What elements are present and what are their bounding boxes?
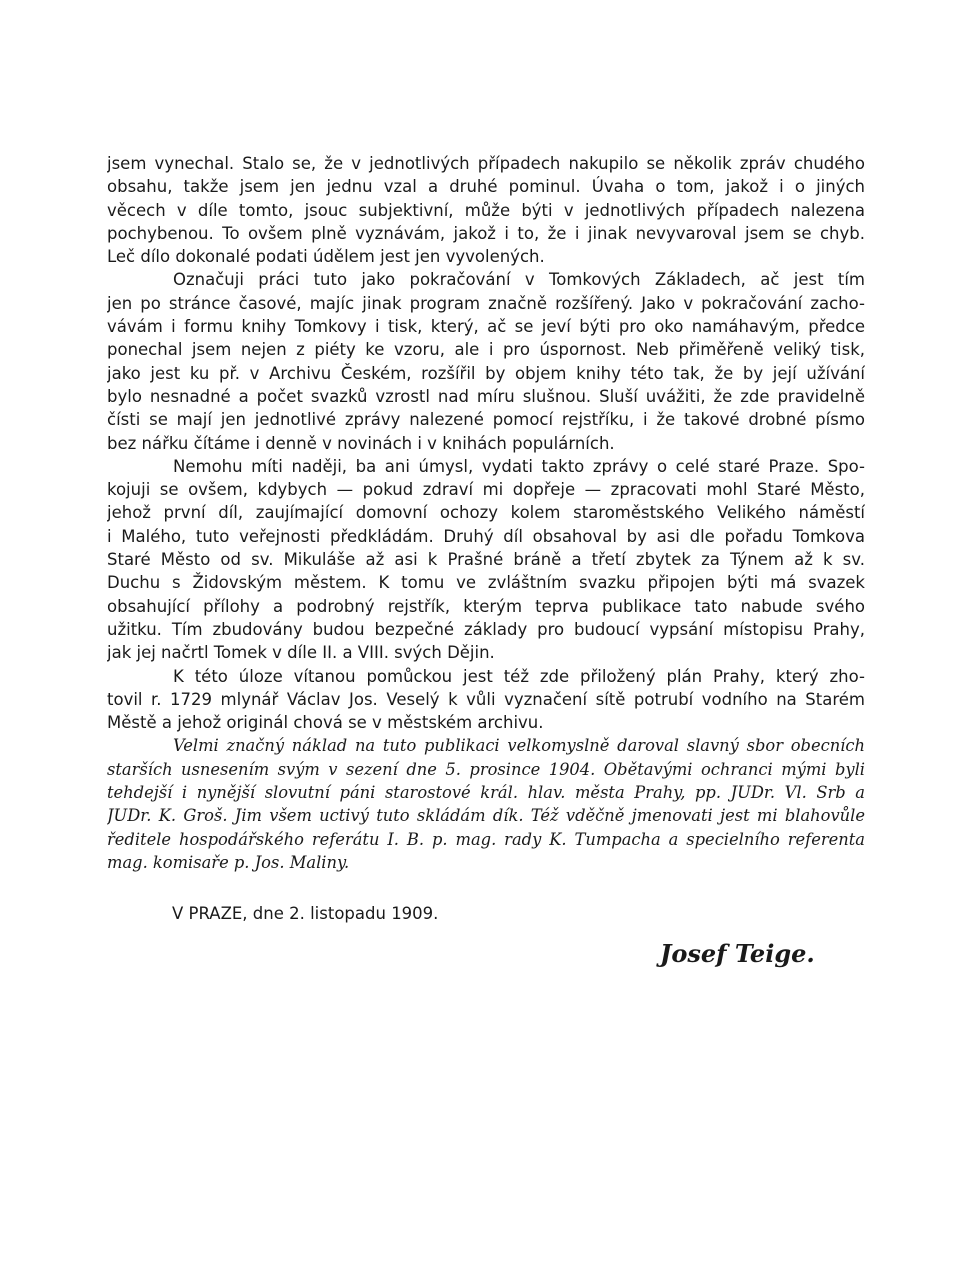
text-line: Označuji práci tuto jako pokračování v Tomkových Základech, ač jest tím xyxy=(173,270,865,290)
text-line: starších usnesením svým v sezení dne 5. prosince 1904. Obětavými ochranci mými byli xyxy=(107,759,865,779)
text-line: jako jest ku př. v Archivu Českém, rozšířil by objem knihy této tak, že by její užívání xyxy=(107,363,865,383)
body-text xyxy=(107,152,865,874)
text-line: jsem vynechal. Stalo se, že v jednotlivých případech nakupilo se několik zpráv chudého xyxy=(107,154,865,173)
text-line: obsahující přílohy a podrobný rejstřík, kterým teprva publikace tato nabude svého xyxy=(107,596,865,616)
text-line: bylo nesnadné a počet svazků vzrostl nad míru slušnou. Sluší uvážiti, že zde pravidelně xyxy=(107,386,865,406)
text-line: ponechal jsem nejen z piéty ke vzoru, ale i pro úspornost. Neb přiměřeně veliký tisk, xyxy=(107,340,865,360)
text-line: kojuji se ovšem, kdybych — pokud zdraví mi dopřeje — zpracovati mohl Staré Město, xyxy=(107,480,865,500)
text-line: Staré Město od sv. Mikuláše až asi k Prašné bráně a třetí zbytek za Týnem až k sv. xyxy=(107,550,865,570)
text-line: Nemohu míti naději, ba ani úmysl, vydati takto zprávy o celé staré Praze. Spo- xyxy=(173,456,865,476)
place-date: V PRAZE, dne 2. listopadu 1909. xyxy=(172,904,439,923)
text-line: tehdejší i nynější slovutní páni starostové král. hlav. města Prahy, pp. JUDr. Vl. Srb a xyxy=(107,783,865,803)
text-line: mag. komisaře p. Jos. Maliny. xyxy=(107,852,350,872)
text-line: věcech v díle tomto, jsouc subjektivní, může býti v jednotlivých případech nalezena xyxy=(107,200,865,220)
acknowledgement-paragraph xyxy=(107,734,865,874)
text-line: obsahu, takže jsem jen jednu vzal a druhé pominul. Úvaha o tom, jakož i o jiných xyxy=(107,177,865,197)
text-line: bez nářku čítáme i denně v novinách i v knihách populárních. xyxy=(107,433,615,453)
paragraph xyxy=(107,665,865,735)
text-line: ředitele hospodářského referátu I. B. p. mag. rady K. Tumpacha a specielního referenta xyxy=(107,829,865,849)
text-line: Duchu s Židovským městem. K tomu ve zvláštním svazku připojen býti má svazek xyxy=(107,573,865,593)
text-line: i Malého, tuto veřejnosti předkládám. Druhý díl obsahoval by asi dle pořadu Tomkova xyxy=(107,526,865,546)
text-line: K této úloze vítanou pomůckou jest též zde přiložený plán Prahy, který zho- xyxy=(173,666,865,686)
text-line: vávám i formu knihy Tomkovy i tisk, který, ač se jeví býti pro oko namáhavým, předce xyxy=(107,317,865,337)
author-signature: Josef Teige. xyxy=(660,939,815,968)
text-line: pochybenou. To ovšem plně vyznávám, jakož i to, že i jinak nevyvaroval jsem se chyb. xyxy=(107,223,865,243)
text-line: čísti se mají jen jednotlivé zprávy nalezené pomocí rejstříku, i že takové drobné písmo xyxy=(107,410,865,430)
paragraph xyxy=(107,152,865,268)
text-line: Leč dílo dokonalé podati údělem jest jen vyvolených. xyxy=(107,247,545,267)
text-line: tovil r. 1729 mlynář Václav Jos. Veselý k vůli vyznačení sítě potrubí vodního na Starém xyxy=(107,689,865,709)
text-line: JUDr. K. Groš. Jim všem uctivý tuto skládám dík. Též vděčně jmenovati jest mi blahovůle xyxy=(107,806,865,826)
text-line: jak jej načrtl Tomek v díle II. a VIII. svých Dějin. xyxy=(107,643,495,663)
paragraph xyxy=(107,455,865,665)
text-line: jen po stránce časové, majíc jinak program značně rozšířený. Jako v pokračování zacho- xyxy=(107,293,865,313)
text-line: užitku. Tím zbudovány budou bezpečné základy pro budoucí vypsání místopisu Prahy, xyxy=(107,619,865,639)
paragraph xyxy=(107,268,865,454)
text-line: Velmi značný náklad na tuto publikaci velkomyslně daroval slavný sbor obecních xyxy=(173,736,865,756)
text-line: jehož první díl, zaujímající domovní ochozy kolem staroměstského Velikého náměstí xyxy=(107,503,865,523)
text-line: Městě a jehož originál chová se v městském archivu. xyxy=(107,713,544,733)
